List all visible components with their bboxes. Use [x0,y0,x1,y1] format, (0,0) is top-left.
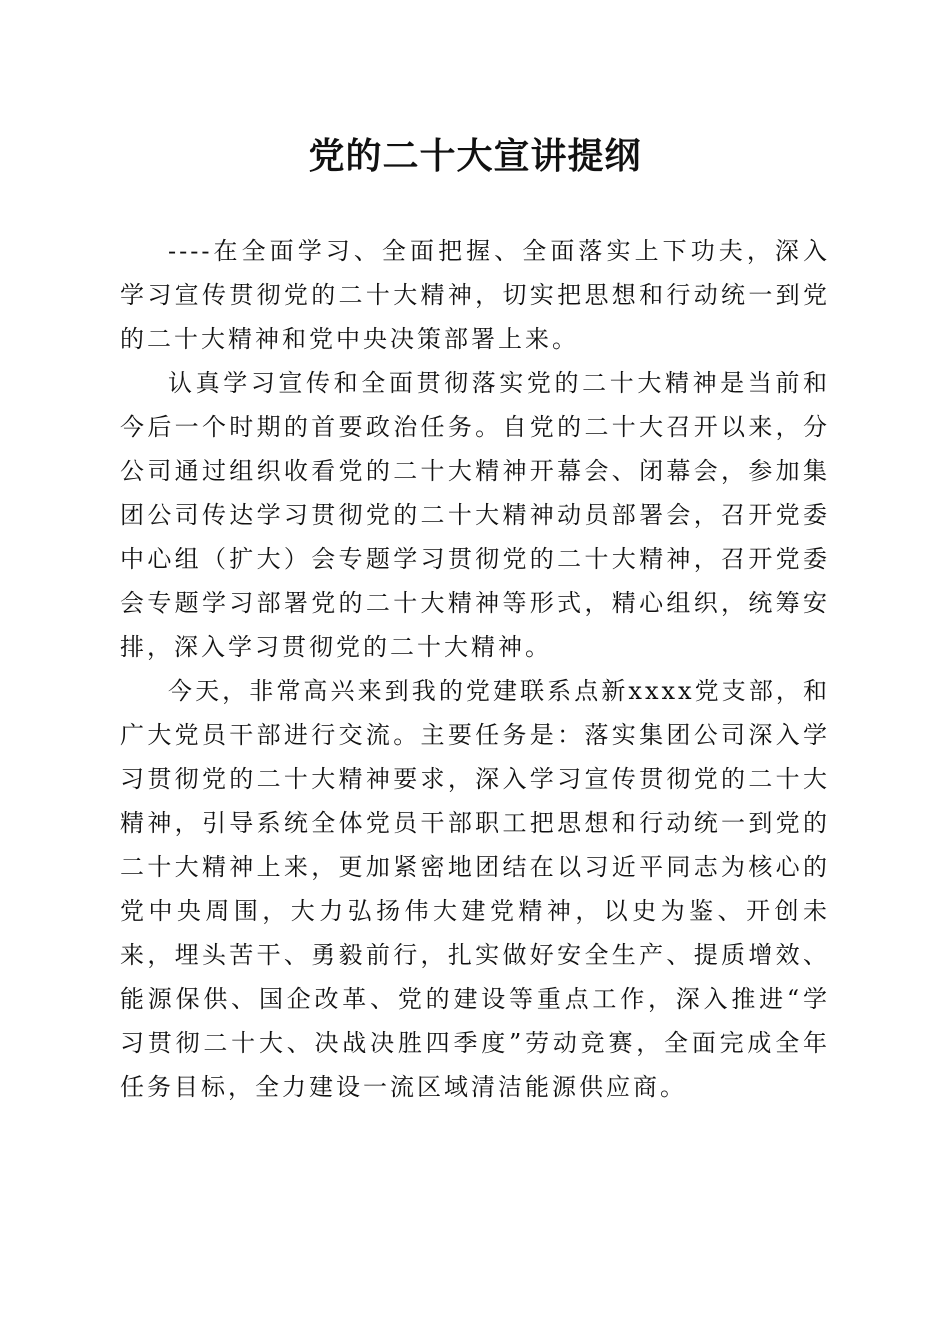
document-title: 党的二十大宣讲提纲 [308,135,642,177]
paragraph-intro: ----在全面学习、全面把握、全面落实上下功夫，深入学习宣传贯彻党的二十大精神，切实把思想和行动统一到党的二十大精神和党中央决策部署上来。 [120,237,830,353]
paragraph-tasks: 今天，非常高兴来到我的党建联系点新xxxx党支部，和广大党员干部进行交流。主要任务是：落实集团公司深入学习贯彻党的二十大精神要求，深入学习宣传贯彻党的二十大精神，引导系统全体党员干部职工把思想和行动统一到党的二十大精神上来，更加紧密地团结在以习近平同志为核心的党中央周围，大力弘扬伟大建党精神，以史为鉴、开创未来，埋头苦干、勇毅前行，扎实做好安全生产、提质增效、能源保供、国企改革、党的建设等重点工作，深入推进“学习贯彻二十大、决战决胜四季度”劳动竞赛，全面完成全年任务目标，全力建设一流区域清洁能源供应商。 [120,677,830,1101]
paragraph-background: 认真学习宣传和全面贯彻落实党的二十大精神是当前和今后一个时期的首要政治任务。自党的二十大召开以来，分公司通过组织收看党的二十大精神开幕会、闭幕会，参加集团公司传达学习贯彻党的二十大精神动员部署会，召开党委中心组（扩大）会专题学习贯彻党的二十大精神，召开党委会专题学习部署党的二十大精神等形式，精心组织，统筹安排，深入学习贯彻党的二十大精神。 [120,369,830,661]
document-body [120,229,830,1109]
